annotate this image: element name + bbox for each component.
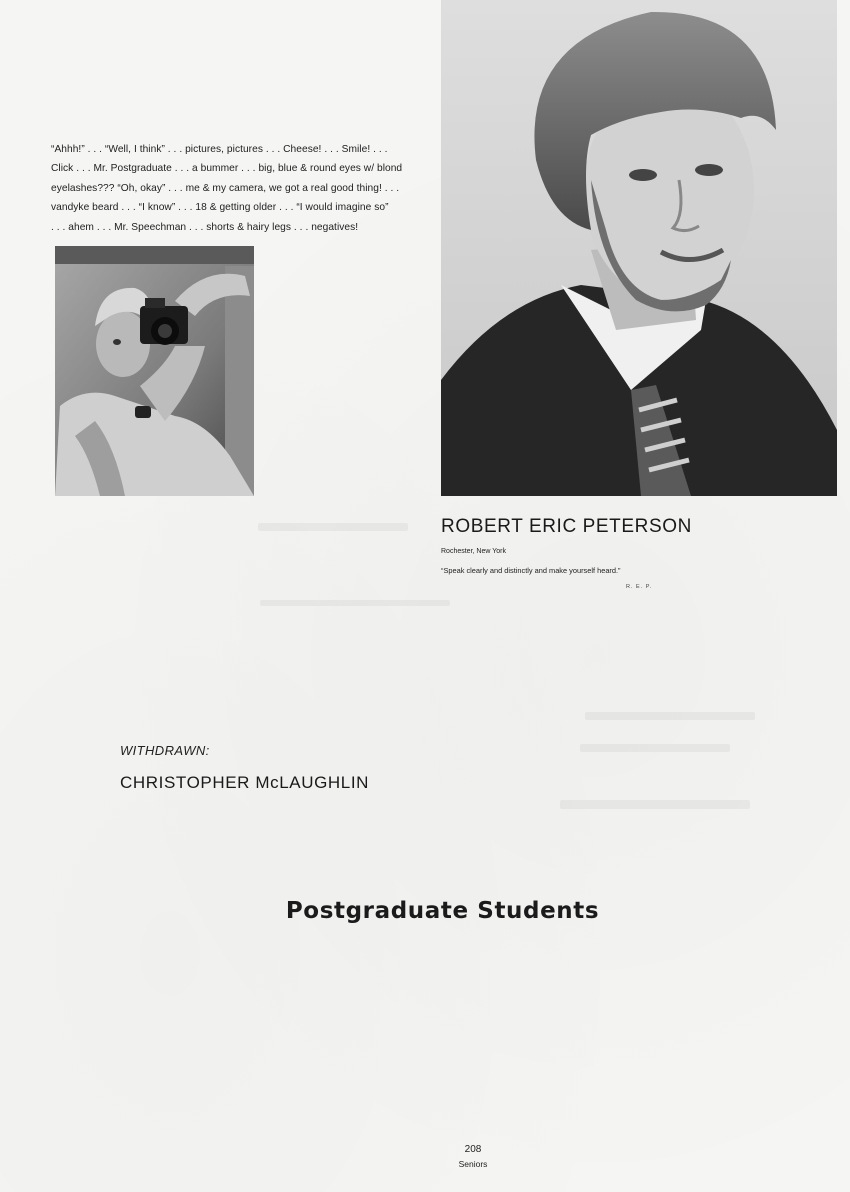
senior-portrait	[441, 0, 837, 496]
caption-line: . . . ahem . . . Mr. Speechman . . . shorts & hairy legs . . . negatives!	[51, 221, 359, 233]
withdrawn-label: WITHDRAWN:	[120, 743, 210, 758]
page-number: 208	[464, 1144, 482, 1155]
senior-quote: “Speak clearly and distinctly and make yourself heard.”	[441, 566, 621, 575]
bleed-through-mark	[580, 744, 730, 752]
candid-photo-illustration	[55, 246, 254, 496]
caption-line: Click . . . Mr. Postgraduate . . . a bummer . . . big, blue & round eyes w/ blond	[51, 163, 403, 175]
portrait-illustration	[441, 0, 837, 496]
senior-hometown: Rochester, New York	[441, 548, 506, 555]
bleed-through-mark	[560, 800, 750, 809]
footer-section-name: Seniors	[458, 1159, 488, 1169]
caption-line: vandyke beard . . . “I know” . . . 18 & getting older . . . “I would imagine so”	[51, 202, 389, 214]
bleed-through-mark	[258, 523, 408, 531]
bleed-through-mark	[260, 600, 450, 606]
caption-line: “Ahhh!” . . . “Well, I think” . . . pictures, pictures . . . Cheese! . . . Smile! . . .	[51, 144, 388, 155]
section-title: Postgraduate Students	[285, 898, 600, 924]
candid-photo	[55, 246, 254, 496]
candid-caption	[51, 140, 423, 237]
withdrawn-name: CHRISTOPHER McLAUGHLIN	[120, 773, 370, 792]
caption-line: eyelashes??? “Oh, okay” . . . me & my camera, we got a real good thing! . . .	[51, 182, 400, 194]
bleed-through-mark	[585, 712, 755, 720]
senior-name: ROBERT ERIC PETERSON	[441, 516, 692, 537]
senior-initials: R. E. P.	[626, 584, 653, 590]
